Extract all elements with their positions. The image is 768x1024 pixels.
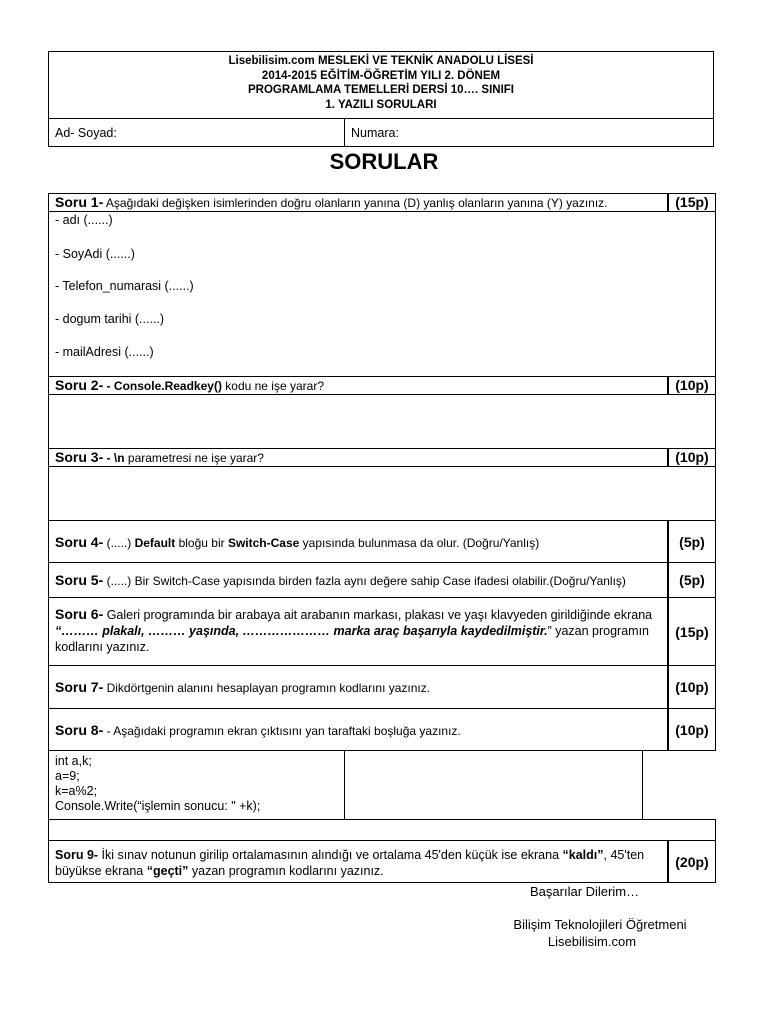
q1-item-2: - SoyAdi (......)	[55, 247, 135, 261]
q3-header: Soru 3- - \n parametresi ne işe yarar?	[48, 448, 668, 467]
q3-points: (10p)	[668, 448, 716, 467]
q2-points: (10p)	[668, 376, 716, 395]
student-info-row	[49, 119, 713, 147]
q5-text: (.....) Bir Switch-Case yapısında birden fazla aynı değere sahip Case ifadesi olabilir.(Doğru/Yanlış)	[103, 574, 626, 588]
academic-year: 2014-2015 EĞİTİM-ÖĞRETİM YILI 2. DÖNEM	[261, 69, 501, 82]
q1-item-4: - dogum tarihi (......)	[55, 312, 165, 326]
q6-row: Soru 6- Galeri programında bir arabaya ait arabanın markası, plakası ve yaşı klavyeden girildiğinde ekrana “……… plakalı, ……… yaşında, ………………… marka araç başarıyla kaydedilmiştir.” yazan programın kodlarını yazınız.	[48, 597, 668, 666]
q5-points: (5p)	[668, 562, 716, 598]
q8-label: Soru 8-	[55, 722, 104, 738]
q8-code-block	[48, 750, 345, 820]
q3-code: \n	[113, 451, 125, 465]
q6-label: Soru 6-	[55, 606, 104, 622]
q2-text: kodu ne işe yarar?	[221, 379, 324, 393]
exam-header	[48, 51, 714, 147]
name-field[interactable]: Ad- Soyad:	[49, 119, 345, 147]
q5-row	[48, 562, 668, 598]
q1-header	[48, 193, 668, 212]
q2-answer-area[interactable]	[48, 394, 716, 449]
q2-header: Soru 2- - Console.Readkey() kodu ne işe yarar?	[48, 376, 668, 395]
footer-wish: Başarılar Dilerim…	[530, 884, 640, 899]
q4-points: (5p)	[668, 520, 716, 563]
q1-label: Soru 1-	[55, 194, 104, 210]
exam-name: 1. YAZILI SORULARI	[325, 98, 437, 111]
q8-text: - Aşağıdaki programın ekran çıktısını yan taraftaki boşluğa yazınız.	[103, 724, 461, 738]
course-name: PROGRAMLAMA TEMELLERİ DERSİ 10…. SINIFI	[247, 84, 514, 96]
q7-row	[48, 665, 668, 709]
q1-item-1: - adı (......)	[55, 213, 113, 227]
q8-code-line-3: k=a%2;	[55, 784, 98, 798]
q5-label: Soru 5-	[55, 572, 104, 588]
footer-teacher: Bilişim Teknolojileri Öğretmeni	[513, 917, 687, 932]
q7-label: Soru 7-	[55, 679, 104, 695]
q7-points: (10p)	[668, 665, 716, 709]
page-title: SORULAR	[329, 149, 439, 174]
q8-code-line-4: Console.Write(“işlemin sonucu: " +k);	[55, 799, 261, 813]
q3-text: parametresi ne işe yarar?	[124, 451, 264, 465]
q1-item-5: - mailAdresi (......)	[55, 345, 154, 359]
q8-points: (10p)	[668, 708, 716, 751]
q1-text: Aşağıdaki değişken isimlerinden doğru olanların yanına (D) yanlış olanların yanına (Y) yazınız.	[103, 196, 608, 210]
q3-label: Soru 3-	[55, 449, 104, 465]
q4-label: Soru 4-	[55, 534, 104, 550]
number-field[interactable]: Numara:	[351, 126, 399, 140]
q7-text: Dikdörtgenin alanını hesaplayan programın kodlarını yazınız.	[103, 681, 431, 695]
q1-points: (15p)	[668, 193, 716, 212]
school-name: Lisebilisim.com MESLEKİ VE TEKNİK ANADOLU LİSESİ	[228, 55, 534, 67]
q2-code: Console.Readkey()	[113, 379, 222, 393]
q1-item-3: - Telefon_numarasi (......)	[55, 279, 194, 293]
q8-code-line-2: a=9;	[55, 769, 80, 783]
q6-points: (15p)	[668, 597, 716, 666]
q3-answer-area[interactable]	[48, 466, 716, 521]
q9-row: Soru 9- İki sınav notunun girilip ortalamasının alındığı ve ortalama 45'den küçük ise ekrana “kaldı”, 45'ten büyükse ekrana “geçti” yazan programın kodlarını yazınız.	[48, 840, 668, 883]
q2-label: Soru 2-	[55, 377, 104, 393]
q1-answer-area[interactable]	[48, 211, 716, 377]
q8-spacer-row	[48, 819, 716, 841]
q8-row	[48, 708, 668, 751]
q9-points: (20p)	[668, 840, 716, 883]
q9-label: Soru 9-	[55, 848, 99, 862]
header-titles	[49, 52, 713, 119]
q8-answer-area[interactable]	[344, 750, 643, 820]
q4-row: Soru 4- (.....) Default bloğu bir Switch-Case yapısında bulunmasa da olur. (Doğru/Yanlış)	[48, 520, 668, 563]
q8-code-line-1: int a,k;	[55, 754, 92, 768]
footer-site: Lisebilisim.com	[547, 934, 637, 949]
